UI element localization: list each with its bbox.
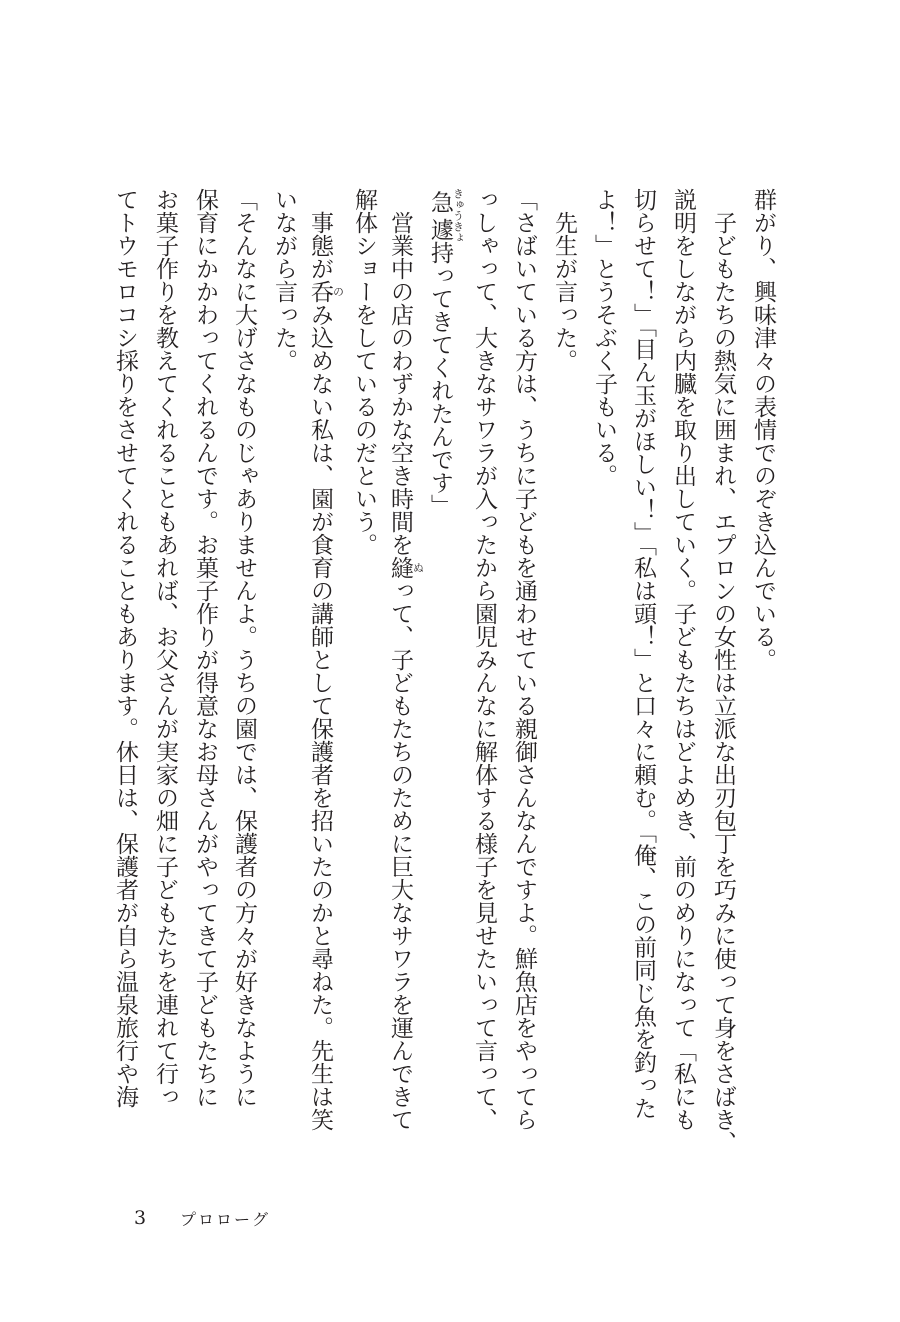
text-segment: 事態が [307,188,333,280]
page-number: 3 [134,1207,147,1229]
text-column-14: 「そんなに大げさなものじゃありませんよ。うちの園では、保護者の方々が好きなように [231,188,257,1108]
text-column-11: 解体ショーをしているのだという。 [351,188,377,556]
ruby-text: ぬ [411,556,425,579]
text-column-1: 群がり、興味津々の表情でのぞき込んでいる。 [750,188,776,671]
ruby-annotation [387,556,425,579]
text-segment: み込めない私は、園が食育の講師として保護者を招いたのかと尋ねた。先生は笑 [307,303,333,1131]
text-column-6: 先生が言った。 [551,188,577,372]
text-column-5: よ！」とうそぶく子もいる。 [591,188,617,487]
text-column-4: 切らせて！」「目ん玉がほしい！」「私は頭！」と口々に頼む。「俺、この前同じ魚を釣った [630,188,656,1120]
text-column-3: 説明をしながら内臓を取り出していく。子どもたちはどよめき、前のめりになって「私にも [670,188,696,1131]
text-column-7: 「さばいている方は、うちに子どもを通わせている親御さんなんですよ。鮮魚店をやってら [511,188,537,1131]
ruby-annotation [427,188,465,243]
text-column-10 [384,188,424,1168]
section-title: プロローグ [180,1210,271,1229]
text-segment: って、子どもたちのために巨大なサワラを運んできて [387,579,413,1131]
text-column-9 [424,188,464,1168]
ruby-text: の [331,280,345,303]
ruby-base: 縫 [387,556,413,579]
text-column-13: いながら言った。 [271,188,297,372]
text-column-8: っしゃって、大きなサワラが入ったから園児みんなに解体する様子を見せたいって言って、 [471,188,497,1131]
ruby-annotation [307,280,345,303]
text-column-17: てトウモロコシ採りをさせてくれることもあります。休日は、保護者が自ら温泉旅行や海 [112,188,138,1108]
ruby-text: きゅうきょ [451,188,465,243]
text-column-16: お菓子作りを教えてくれることもあれば、お父さんが実家の畑に子どもたちを連れて行っ [152,188,178,1108]
ruby-base: 急遽 [427,188,453,243]
text-column-12 [304,188,344,1168]
text-segment: 持ってきてくれたんです」 [427,240,453,517]
text-column-15: 保育にかかわってくれるんです。お菓子作りが得意なお母さんがやってきて子どもたちに [192,188,218,1108]
ruby-base: 呑 [307,280,333,303]
text-segment: 営業中の店のわずかな空き時間を [387,188,413,556]
text-column-2: 子どもたちの熱気に囲まれ、エプロンの女性は立派な出刃包丁を巧みに使って身をさばき、 [710,188,736,1154]
